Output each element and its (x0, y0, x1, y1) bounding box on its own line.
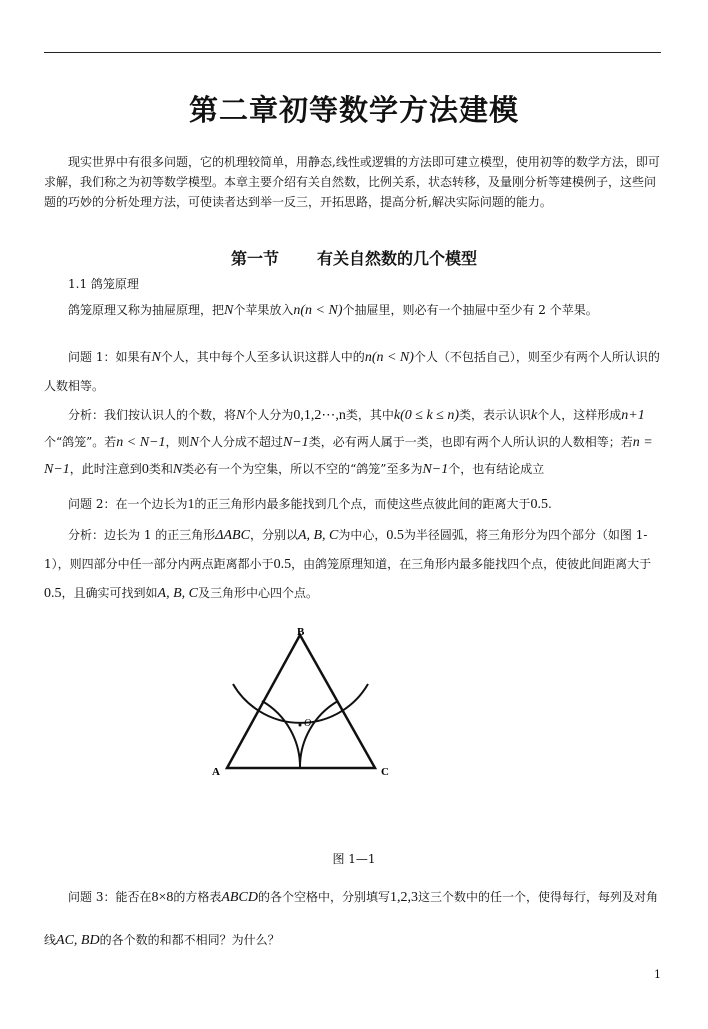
text: 类，其中 (345, 408, 394, 422)
text: 个抽屉里，则必有一个抽屉中至少有 2 个苹果。 (342, 303, 598, 317)
text: 为中心， (338, 528, 387, 542)
math-half: 0.5 (273, 557, 292, 572)
text: 的各个空格中，分别填写 (257, 890, 390, 904)
label-o: O (304, 718, 312, 729)
math-expr: ABCD (221, 890, 258, 905)
label-b: B (297, 626, 305, 638)
text: 个人，其中每个人至多认识这群人中的 (160, 350, 365, 364)
center-point (299, 724, 302, 727)
text: 为半径圆弧，将三角形分为四个部分（如图 1-1），则四部分中任一部分内两点距离都小于 (44, 528, 648, 571)
text: 个苹果放入 (233, 303, 294, 317)
math-expr: 0,1,2⋯,n (293, 408, 346, 423)
text: ，则 (165, 435, 190, 449)
text: 分析：我们按认识人的个数，将 (68, 408, 237, 422)
math-n: N (151, 350, 161, 365)
section-heading (0, 246, 708, 269)
math-expr: 8×8 (151, 890, 174, 905)
text: 问题 2：在一个边长为 (68, 497, 188, 511)
text: 的方格表 (173, 890, 222, 904)
label-c: C (381, 766, 389, 778)
text: . (547, 497, 552, 511)
text: 个人， (537, 408, 574, 422)
figure-caption: 图 1—1 (332, 852, 376, 866)
page-title: 第二章初等数学方法建模 (188, 93, 519, 127)
math-expr: 1,2,3 (389, 890, 418, 905)
math-expr: n(n < N) (293, 303, 343, 318)
page-number: 1 (654, 968, 661, 981)
analysis-1 (44, 402, 661, 483)
text: 问题 1：如果有 (68, 350, 152, 364)
text: 的正三角形内最多能找到几个点，而使这些点彼此间的距离大于 (194, 497, 531, 511)
text: ，此时注意到 (69, 462, 142, 476)
subsection-heading: 1.1 鸽笼原理 (68, 277, 139, 291)
question-2 (44, 494, 661, 515)
text: ，由鸽笼原理知道，在三角形内最多能找四个点，使彼此间距离大于 (291, 557, 652, 571)
math-half: 0.5 (44, 586, 62, 601)
header-rule (44, 52, 661, 53)
analysis-2 (44, 521, 661, 608)
math-triangle: ΔABC (215, 528, 250, 543)
math-half: 0.5 (386, 528, 404, 543)
math-abc: A, B, C (297, 528, 339, 543)
math-expr: N−1 (282, 435, 309, 450)
text: 个人分成不超过 (198, 435, 283, 449)
section-number: 第一节 (230, 249, 279, 268)
text: 类，表示认识 (459, 408, 532, 422)
text: 的各个数的和都不相同？为什么？ (99, 933, 280, 947)
math-expr: n+1 (621, 408, 645, 423)
triangle-figure (200, 618, 410, 788)
math-half: 0.5 (530, 497, 548, 512)
label-a: A (212, 766, 220, 778)
text: 鸽笼原理又称为抽屉原理，把 (68, 303, 225, 317)
text: 及三角形中心四个点。 (197, 586, 318, 600)
text: 分析：边长为 1 的正三角形 (68, 528, 216, 542)
arc-b (233, 684, 368, 723)
text: 类必有一个为空集，所以不空的“鸽笼”至多为 (182, 462, 423, 476)
text: 个“鸽笼”。若 (44, 435, 117, 449)
text: 个人分为 (245, 408, 294, 422)
math-n: N (236, 408, 246, 423)
math-expr: AC, BD (56, 933, 100, 948)
section-title: 有关自然数的几个模型 (317, 249, 478, 268)
math-expr: n < N−1 (116, 435, 166, 450)
math-expr: n(n < N) (364, 350, 414, 365)
text: 个，也有结论成立 (448, 462, 545, 476)
math-expr: n = N−1 (44, 435, 653, 477)
text: 问题 3：能否在 (68, 890, 152, 904)
math-n: N (172, 462, 183, 477)
text: 类，必有两人属于一类，也即有两个人所认识的人数相等；若 (308, 435, 633, 449)
arc-c (300, 701, 338, 768)
math-abc: A, B, C (157, 586, 198, 601)
math-expr: N−1 (422, 462, 449, 477)
math-zero: 0 (141, 462, 149, 477)
principle-paragraph (44, 300, 661, 321)
text: ，且确实可找到如 (61, 586, 158, 600)
math-n: N (189, 435, 199, 450)
text: 类和 (148, 462, 173, 476)
arc-a (262, 701, 300, 768)
math-one: 1 (187, 497, 195, 512)
text: ，分别以 (249, 528, 298, 542)
intro-paragraph: 现实世界中有很多问题，它的机理较简单，用静态,线性或逻辑的方法即可建立模型，使用初等的数学方法，即可求解，我们称之为初等数学模型。本章主要介绍有关自然数，比例关系，状态转移，及量刚分析等建模例子，这些问题的巧妙的分析处理方法，可使读者达到举一反三，开拓思路，提高分析,解决实际问题的能力。 (44, 155, 660, 209)
text: 个人（不包括自己），则至少有两个人所认识的人数相等。 (44, 350, 660, 393)
math-n: N (224, 303, 234, 318)
math-expr: k(0 ≤ k ≤ n) (393, 408, 460, 423)
text: 这样形成 (573, 408, 622, 422)
text: 这三个数中的任一个，使得每行，每列及对角线 (44, 890, 658, 947)
question-3 (44, 876, 661, 962)
question-1 (44, 343, 661, 400)
math-k: k (531, 408, 538, 423)
